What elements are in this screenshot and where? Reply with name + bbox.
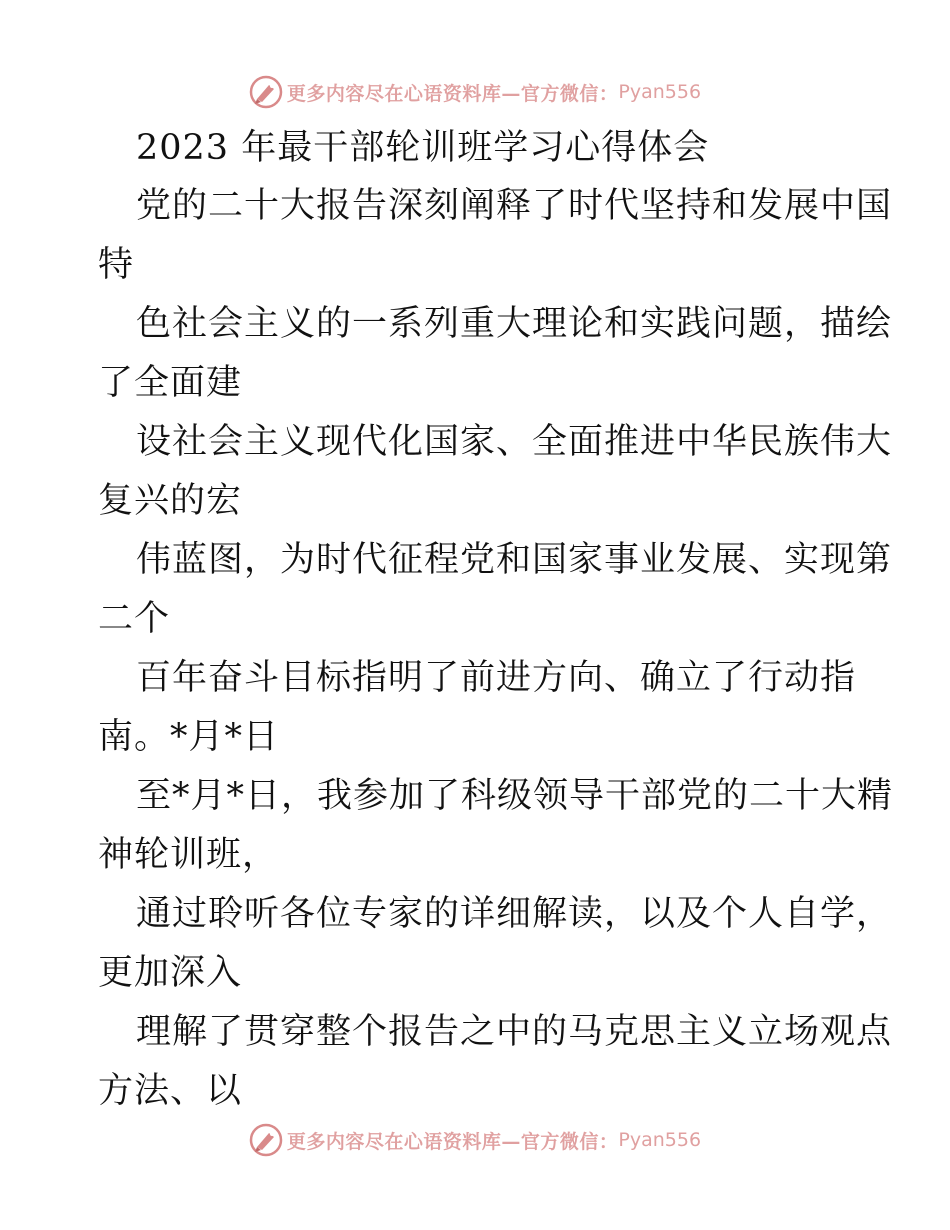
pen-logo-icon: [249, 75, 283, 109]
paragraph-line: 理解了贯穿整个报告之中的马克思主义立场观点: [136, 1012, 893, 1052]
watermark-text: 更多内容尽在心语资料库—官方微信：: [286, 1130, 619, 1153]
paragraph-line: 神轮训班，: [98, 835, 279, 875]
paragraph-line: 伟蓝图，为时代征程党和国家事业发展、实现第: [136, 540, 893, 580]
paragraph-line: 党的二十大报告深刻阐释了时代坚持和发展中国: [136, 186, 893, 226]
paragraph-line: 设社会主义现代化国家、全面推进中华民族伟大: [136, 422, 893, 462]
paragraph-line: 了全面建: [98, 363, 243, 403]
document-title: 2023 年最干部轮训班学习心得体会: [136, 128, 710, 168]
pen-logo-icon: [249, 1123, 283, 1157]
paragraph-line: 色社会主义的一系列重大理论和实践问题，描绘: [136, 304, 893, 344]
paragraph-line: 至*月*日，我参加了科级领导干部党的二十大精: [136, 776, 894, 816]
paragraph-line: 通过聆听各位专家的详细解读，以及个人自学，: [136, 894, 893, 934]
watermark-text: 更多内容尽在心语资料库—官方微信：: [286, 82, 619, 105]
paragraph-line: 更加深入: [98, 953, 243, 993]
watermark-wechat-id: Pyan556: [618, 81, 702, 103]
paragraph-line: 百年奋斗目标指明了前进方向、确立了行动指: [136, 658, 857, 698]
paragraph-line: 特: [98, 245, 135, 285]
paragraph-line: 南。*月*日: [98, 717, 280, 757]
paragraph-line: 二个: [98, 599, 171, 639]
watermark-footer: [0, 1120, 950, 1160]
watermark-wechat-id: Pyan556: [618, 1129, 702, 1151]
watermark-header: [0, 72, 950, 112]
paragraph-line: 复兴的宏: [98, 481, 243, 521]
paragraph-line: 方法、以: [98, 1071, 243, 1111]
